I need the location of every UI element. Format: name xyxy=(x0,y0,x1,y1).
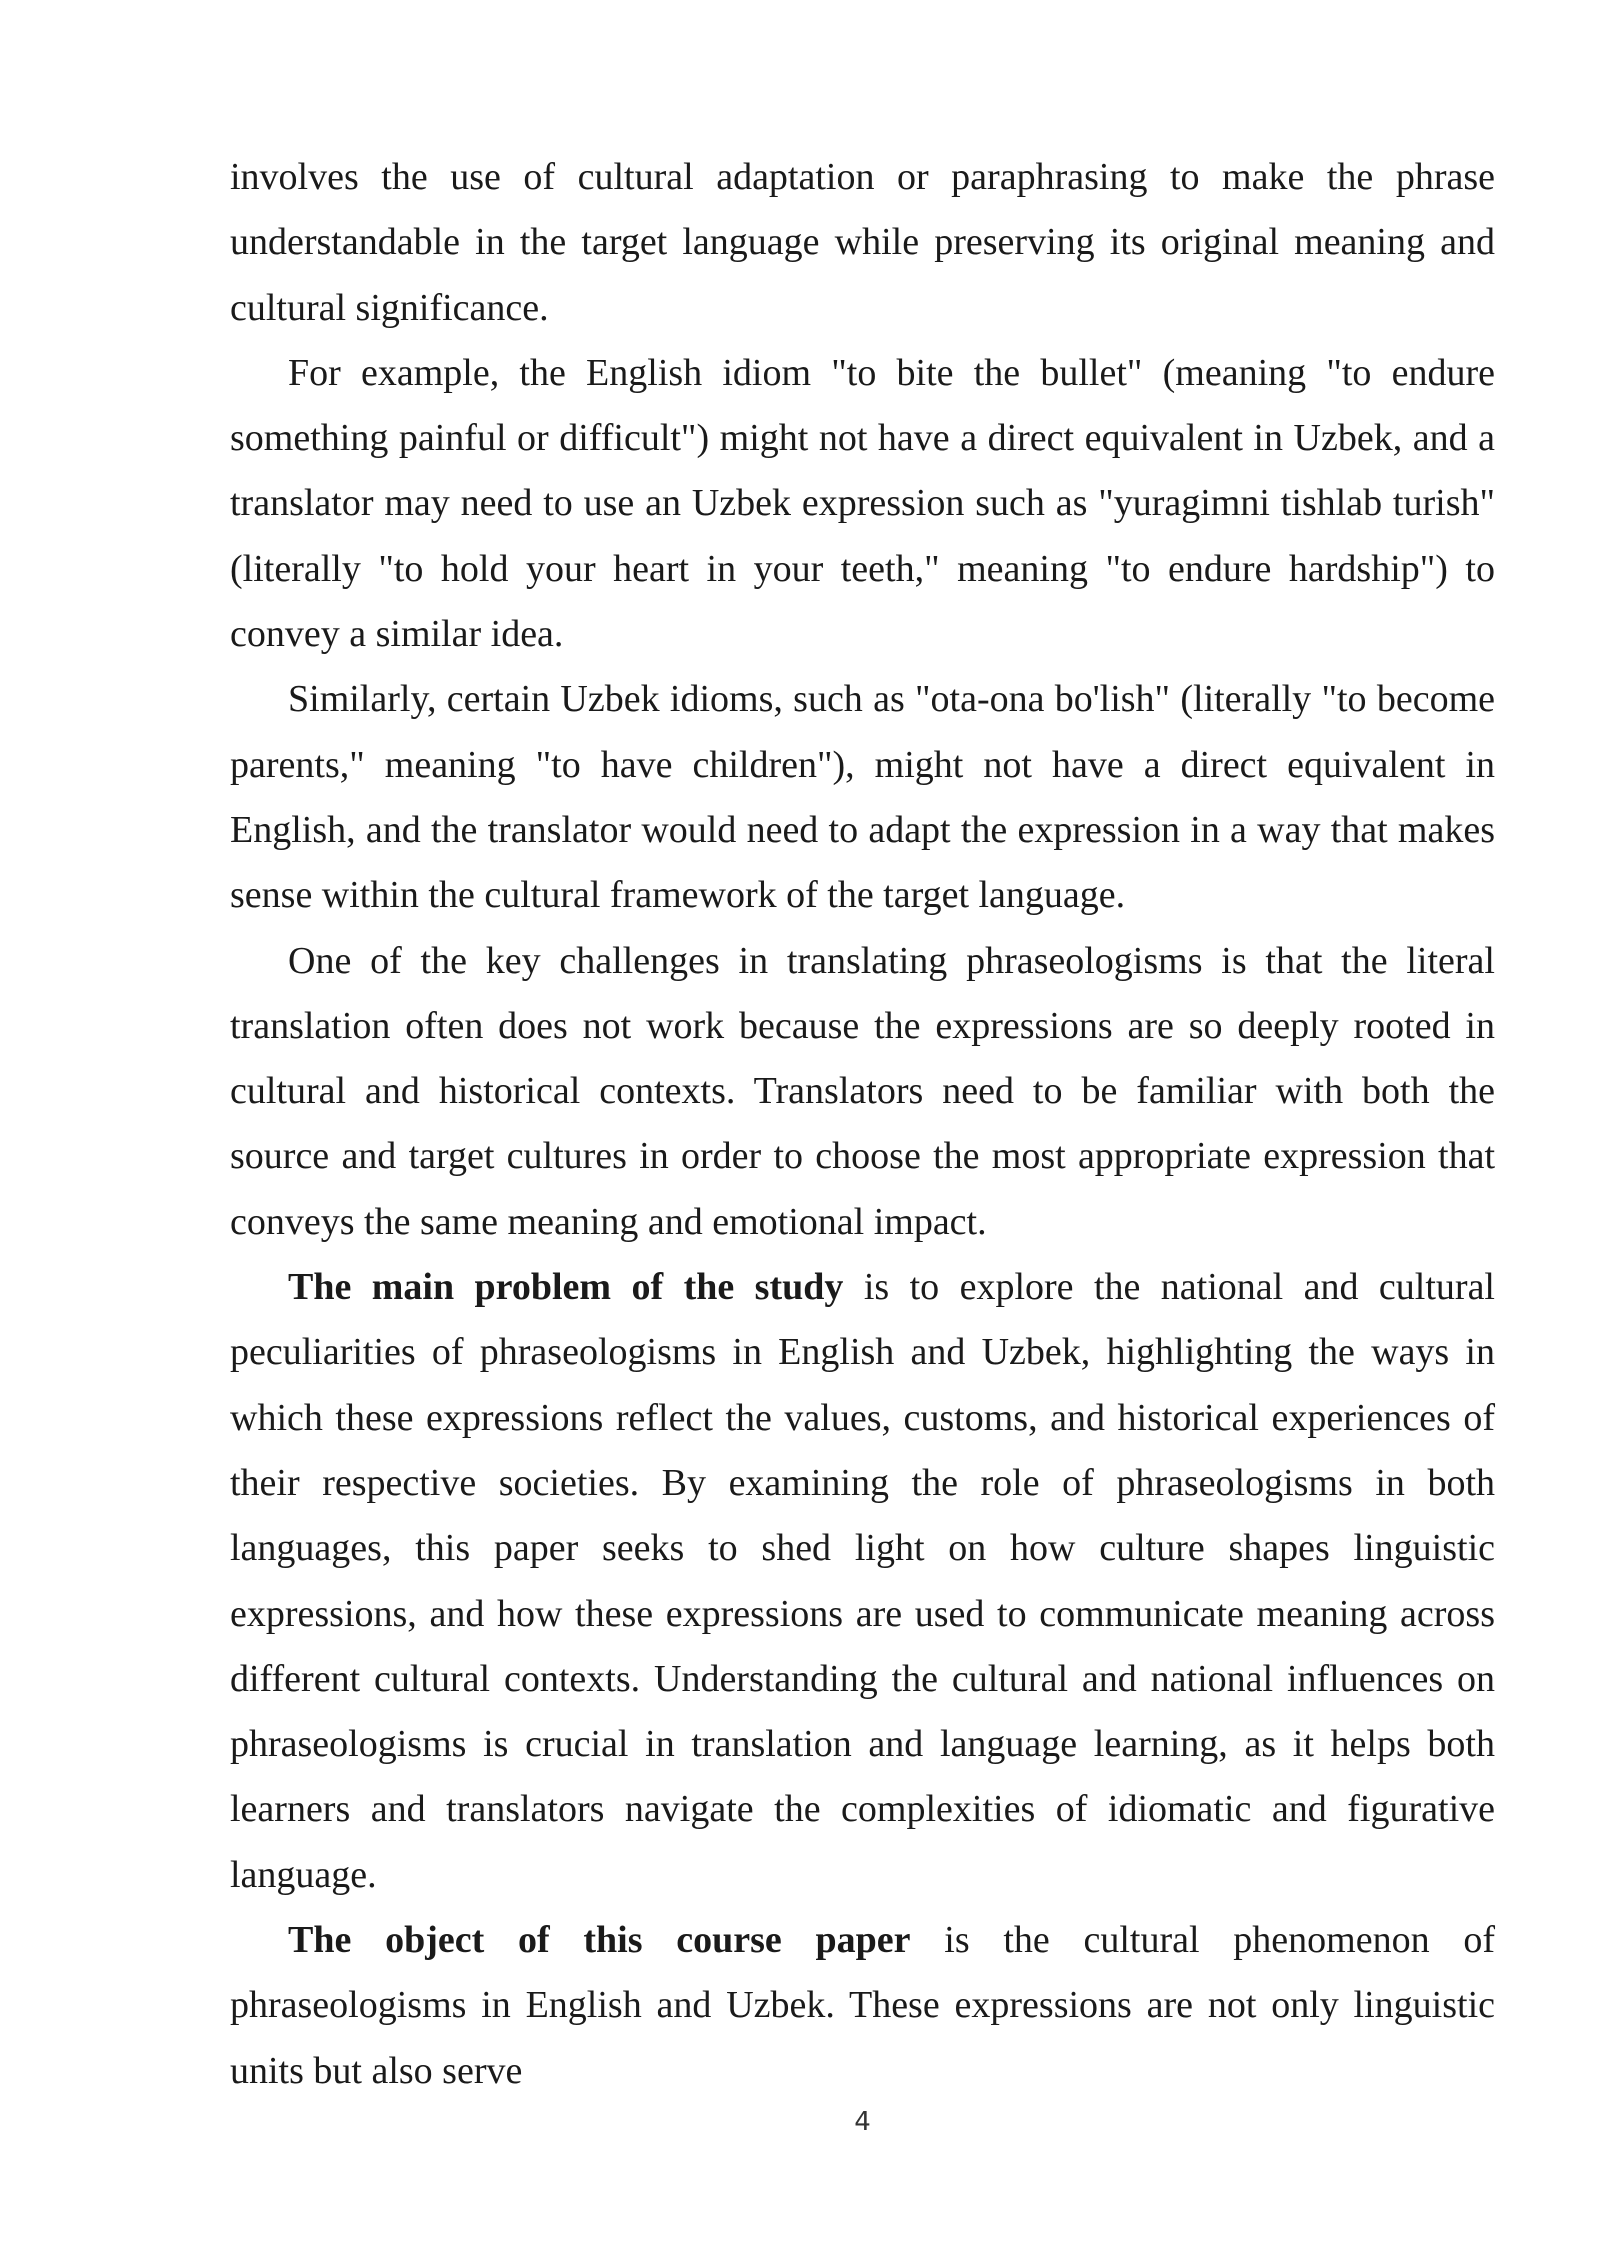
paragraph-continuation xyxy=(230,145,1495,341)
paragraph-text: One of the key challenges in translating phraseologisms is that the literal translation often does not work because the expressions are so deeply rooted in cultural and historical contexts. Translators need to be familiar with both the source and target cultures in order to choose the most appropriate expression that conveys the same meaning and emotional impact. xyxy=(230,939,1495,1243)
body-text xyxy=(230,145,1495,2104)
paragraph-text: Similarly, certain Uzbek idioms, such as "ota-ona bo'lish" (literally "to become parents," meaning "to have children"), might not have a direct equivalent in English, and the translator would need to adapt the expression in a way that makes sense within the cultural framework of the target language. xyxy=(230,678,1495,917)
paragraph-example-english xyxy=(230,341,1495,667)
page-number: 4 xyxy=(854,2107,871,2137)
paragraph-heading: The main problem of the study xyxy=(288,1266,844,1309)
paragraph-object xyxy=(230,1908,1495,2104)
paragraph-text: is to explore the national and cultural peculiarities of phraseologisms in English and Uzbek, highlighting the ways in which these expressions reflect the values, customs, and historical experiences of their respective societies. By examining the role of phraseologisms in both languages, this paper seeks to shed light on how culture shapes linguistic expressions, and how these expressions are used to communicate meaning across different cultural contexts. Understanding the cultural and national influences on phraseologisms is crucial in translation and language learning, as it helps both learners and translators navigate the complexities of idiomatic and figurative language. xyxy=(230,1266,1495,1896)
paragraph-main-problem xyxy=(230,1255,1495,1908)
paragraph-text: For example, the English idiom "to bite the bullet" (meaning "to endure something painful or difficult") might not have a direct equivalent in Uzbek, and a translator may need to use an Uzbek expression such as "yuragimni tishlab turish" (literally "to hold your heart in your teeth," meaning "to endure hardship") to convey a similar idea. xyxy=(230,351,1495,656)
paragraph-example-uzbek xyxy=(230,667,1495,928)
paragraph-key-challenges xyxy=(230,929,1495,1255)
paragraph-text: involves the use of cultural adaptation or paraphrasing to make the phrase understandable in the target language while preserving its original meaning and cultural significance. xyxy=(230,156,1495,329)
paragraph-heading: The object of this course paper xyxy=(288,1919,911,1962)
paragraph-text: is the cultural phenomenon of phraseologisms in English and Uzbek. These expressions are not only linguistic units but also serve xyxy=(230,1919,1495,2092)
